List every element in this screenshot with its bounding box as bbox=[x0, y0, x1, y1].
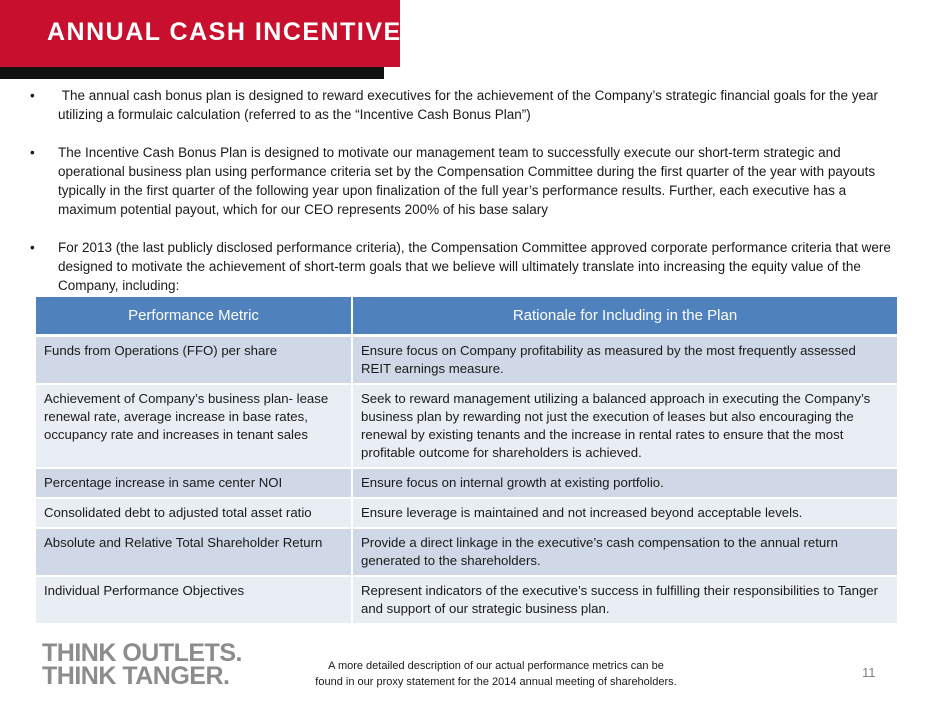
table-row bbox=[36, 336, 897, 385]
bullet-text: The Incentive Cash Bonus Plan is designed to motivate our management team to successfully execute our short-term strategic and operational business plan using performance criteria set by the Compensation Committee during the first quarter of the year with payouts typically in the first quarter of the following year upon finalization of the full year’s performance results. Further, each executive has a maximum potential payout, which for our CEO represents 200% of his base salary bbox=[58, 145, 876, 217]
rationale-cell: Represent indicators of the executive’s success in fulfilling their responsibilities to Tanger and support of our strategic business plan. bbox=[352, 576, 897, 624]
header-rationale: Rationale for Including in the Plan bbox=[352, 297, 897, 336]
page-number: 11 bbox=[862, 665, 876, 680]
metric-cell: Consolidated debt to adjusted total asset ratio bbox=[36, 498, 352, 528]
footnote-line-1: A more detailed description of our actual performance metrics can be bbox=[328, 660, 664, 672]
logo-line-1: THINK OUTLETS. bbox=[42, 639, 242, 667]
bullet-item bbox=[30, 238, 902, 295]
bullet-item bbox=[30, 86, 902, 124]
header-performance-metric: Performance Metric bbox=[36, 297, 352, 336]
rationale-cell: Ensure focus on Company profitability as measured by the most frequently assessed REIT earnings measure. bbox=[352, 336, 897, 385]
table-row bbox=[36, 384, 897, 468]
bullet-text: The annual cash bonus plan is designed to reward executives for the achievement of the Company’s strategic financial goals for the year utilizing a formulaic calculation (referred to as the “Incentive Cash Bonus Plan”) bbox=[58, 88, 882, 122]
rationale-cell: Provide a direct linkage in the executive’s cash compensation to the annual return generated to the shareholders. bbox=[352, 528, 897, 576]
table-row bbox=[36, 576, 897, 624]
table-header-row bbox=[36, 297, 897, 336]
bullet-item bbox=[30, 143, 902, 219]
table-row bbox=[36, 498, 897, 528]
metric-cell: Percentage increase in same center NOI bbox=[36, 468, 352, 498]
rationale-cell: Seek to reward management utilizing a balanced approach in executing the Company’s business plan by rewarding not just the execution of leases but also encouraging the renewal by existing tenants and the increase in rental rates to ensure that the most profitable outcome for shareholders is achieved. bbox=[352, 384, 897, 468]
rationale-cell: Ensure focus on internal growth at existing portfolio. bbox=[352, 468, 897, 498]
bullet-icon: • bbox=[30, 145, 35, 160]
rationale-cell: Ensure leverage is maintained and not increased beyond acceptable levels. bbox=[352, 498, 897, 528]
footnote-line-2: found in our proxy statement for the 2014 annual meeting of shareholders. bbox=[315, 676, 677, 688]
metric-cell: Individual Performance Objectives bbox=[36, 576, 352, 624]
bullet-text: For 2013 (the last publicly disclosed performance criteria), the Compensation Committee approved corporate performance criteria that were designed to motivate the achievement of short-term goals that we believe will ultimately translate into increasing the equity value of the Company, including: bbox=[58, 240, 891, 293]
title-banner bbox=[0, 0, 420, 67]
bullet-icon: • bbox=[30, 88, 35, 103]
table-row bbox=[36, 528, 897, 576]
logo-line-2: THINK TANGER. bbox=[42, 662, 230, 690]
slide-title: ANNUAL CASH INCENTIVES bbox=[47, 18, 420, 46]
performance-metrics-table bbox=[36, 297, 897, 625]
bullet-list bbox=[30, 86, 902, 295]
bullet-icon: • bbox=[30, 240, 35, 255]
metric-cell: Achievement of Company’s business plan- lease renewal rate, average increase in base rates, occupancy rate and increases in tenant sales bbox=[36, 384, 352, 468]
table-row bbox=[36, 468, 897, 498]
footnote bbox=[286, 658, 706, 690]
company-logo bbox=[42, 639, 242, 690]
metric-cell: Funds from Operations (FFO) per share bbox=[36, 336, 352, 385]
metric-cell: Absolute and Relative Total Shareholder Return bbox=[36, 528, 352, 576]
